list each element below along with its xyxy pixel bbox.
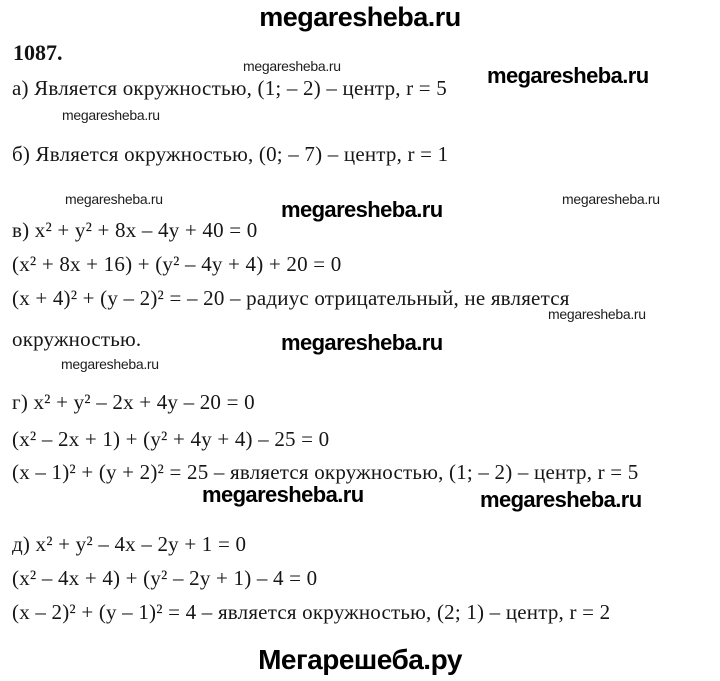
- watermark-bold: megaresheba.ru: [281, 330, 443, 355]
- solution-line-b: б) Является окружностью, (0; – 7) – центр, r = 1: [12, 142, 449, 166]
- watermark-bold: megaresheba.ru: [480, 487, 642, 512]
- watermark-bold: megaresheba.ru: [487, 63, 649, 88]
- solution-line-d3: (x – 2)² + (y – 1)² = 4 – является окружностью, (2; 1) – центр, r = 2: [12, 600, 611, 624]
- watermark-small: megaresheba.ru: [62, 107, 160, 123]
- solution-line-d1: д) x² + y² – 4x – 2y + 1 = 0: [12, 532, 247, 556]
- footer-brand: Мегарешеба.ру: [258, 644, 462, 675]
- solution-line-v2: (x² + 8x + 16) + (y² – 4y + 4) + 20 = 0: [12, 252, 342, 276]
- watermark-bold: megaresheba.ru: [202, 482, 364, 507]
- watermark-small: megaresheba.ru: [243, 58, 341, 74]
- solution-line-v4: окружностью.: [12, 327, 142, 351]
- solution-line-a: а) Является окружностью, (1; – 2) – центр, r = 5: [12, 76, 448, 100]
- watermark-bold: megaresheba.ru: [281, 197, 443, 222]
- watermark-small: megaresheba.ru: [61, 356, 159, 372]
- solution-line-d2: (x² – 4x + 4) + (y² – 2y + 1) – 4 = 0: [12, 566, 318, 590]
- site-header-watermark: megaresheba.ru: [259, 2, 461, 32]
- solution-line-g2: (x² – 2x + 1) + (y² + 4y + 4) – 25 = 0: [12, 427, 330, 451]
- watermark-small: megaresheba.ru: [548, 306, 646, 322]
- solution-line-v1: в) x² + y² + 8x – 4y + 40 = 0: [12, 218, 258, 242]
- watermark-small: megaresheba.ru: [562, 191, 660, 207]
- watermark-small: megaresheba.ru: [65, 191, 163, 207]
- problem-number: 1087.: [13, 40, 63, 65]
- solution-line-g3: (x – 1)² + (y + 2)² = 25 – является окружностью, (1; – 2) – центр, r = 5: [12, 460, 639, 484]
- solution-line-g1: г) x² + y² – 2x + 4y – 20 = 0: [12, 390, 255, 414]
- solution-line-v3: (x + 4)² + (y – 2)² = – 20 – радиус отрицательный, не является: [12, 286, 570, 310]
